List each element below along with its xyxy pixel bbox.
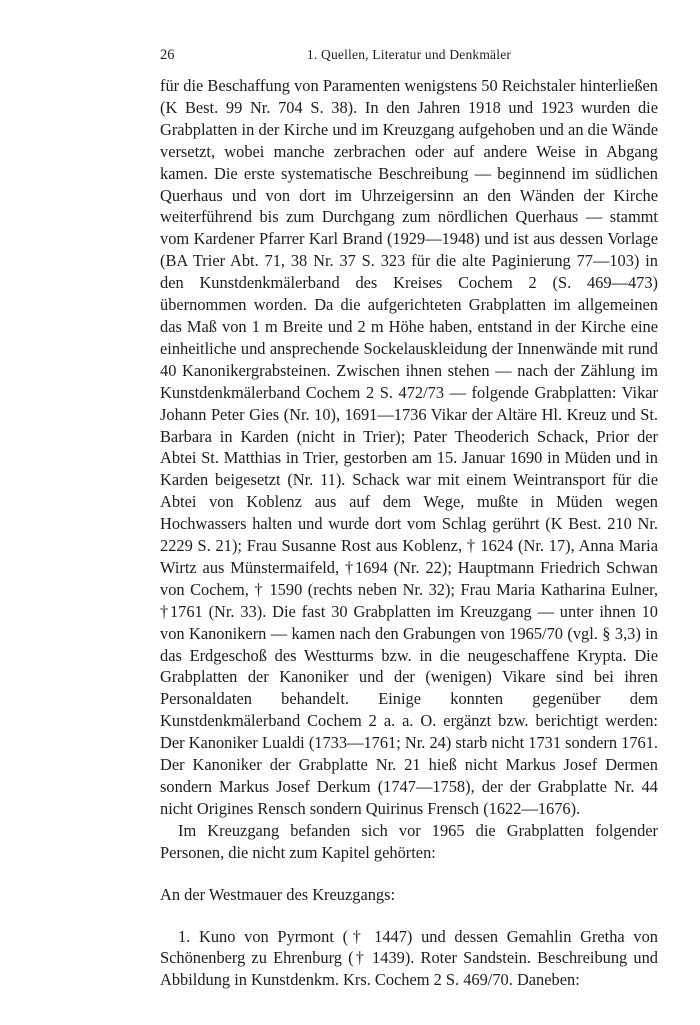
section-heading-westmauer: An der Westmauer des Kreuzgangs: xyxy=(160,884,396,904)
running-title: 1. Quellen, Literatur und Denkmäler xyxy=(306,47,512,62)
paragraph-item-1: 1. Kuno von Pyrmont († 1447) und dessen Gemahlin Gretha von Schönenberg zu Ehrenburg († 1439). Roter Sandstein. Beschreibung und Abbildung in Kunstdenkm. Krs. Cochem 2 S. 469/70. Daneben: xyxy=(160,926,658,990)
running-head xyxy=(160,44,658,66)
paragraph-kreuzgang-intro: Im Kreuzgang befanden sich vor 1965 die Grabplatten folgender Personen, die nicht zum Kapitel gehörten: xyxy=(160,820,658,862)
paragraph-continuation: für die Beschaffung von Paramenten wenigstens 50 Reichstaler hinterließen (K Best. 99 Nr. 704 S. 38). In den Jahren 1918 und 1923 wurden die Grabplatten in der Kirche und im Kreuzgang aufgehoben und an die Wände versetzt, wobei manche zerbrachen oder auf andere Weise in Abgang kamen. Die erste systematische Beschreibung — beginnend im südlichen Querhaus und von dort im Uhrzeigersinn an den Wänden der Kirche weiterführend bis zum Durchgang zum nördlichen Querhaus — stammt vom Kardener Pfarrer Karl Brand (1929—1948) und ist aus dessen Vorlage (BA Trier Abt. 71, 38 Nr. 37 S. 323 für die alte Paginierung 77—103) in den Kunstdenkmälerband des Kreises Cochem 2 (S. 469—473) übernommen worden. Da die aufgerichteten Grabplatten im allgemeinen das Maß von 1 m Breite und 2 m Höhe haben, entstand in der Kirche eine einheitliche und ansprechende Sockelauskleidung der Innenwände mit rund 40 Kanonikergrabsteinen. Zwischen ihnen stehen — nach der Zählung im Kunstdenkmälerband Cochem 2 S. 472/73 — folgende Grabplatten: Vikar Johann Peter Gies (Nr. 10), 1691—1736 Vikar der Altäre Hl. Kreuz und St. Barbara in Karden (nicht in Trier); Pater Theoderich Schack, Prior der Abtei St. Matthias in Trier, gestorben am 15. Januar 1690 in Müden und in Karden beigesetzt (Nr. 11). Schack war mit einem Weintransport für die Abtei von Koblenz aus auf dem Wege, mußte in Müden wegen Hochwassers halten und wurde dort vom Schlag gerührt (K Best. 210 Nr. 2229 S. 21); Frau Susanne Rost aus Koblenz, † 1624 (Nr. 17), Anna Maria Wirtz aus Münstermaifeld, †1694 (Nr. 22); Hauptmann Friedrich Schwan von Cochem, † 1590 (rechts neben Nr. 32); Frau Maria Katharina Eulner, †1761 (Nr. 33). Die fast 30 Grabplatten im Kreuzgang — unter ihnen 10 von Kanonikern — kamen nach den Grabungen von 1965/70 (vgl. § 3,3) in das Erdgeschoß des Westturms bzw. in die neugeschaffene Krypta. Die Grabplatten der Kanoniker und der (wenigen) Vikare sind bei ihren Personaldaten behandelt. Einige konnten gegenüber dem Kunstdenkmälerband Cochem 2 a. a. O. ergänzt bzw. berichtigt werden: Der Kanoniker Lualdi (1733—1761; Nr. 24) starb nicht 1731 sondern 1761. Der Kanoniker der Grabplatte Nr. 21 hieß nicht Markus Josef Dermen sondern Markus Josef Derkum (1747—1758), der der Grabplatte Nr. 44 nicht Origines Rensch sondern Quirinus Frensch (1622—1676). xyxy=(160,76,659,818)
body-text xyxy=(160,75,658,991)
page-number: 26 xyxy=(160,47,175,63)
